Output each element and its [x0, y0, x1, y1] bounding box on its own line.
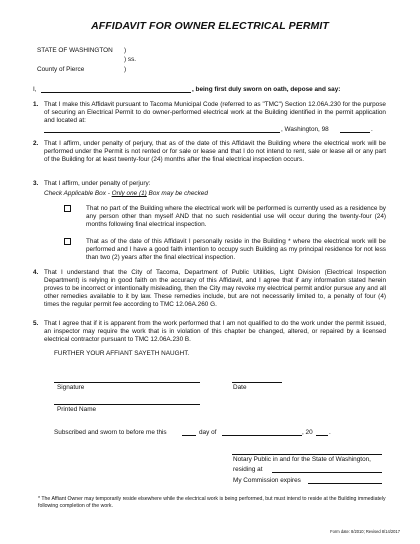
oath-suffix: , being first duly sworn on oath, depose and say: [192, 86, 341, 93]
venue-paren: ) [124, 66, 127, 73]
item-1-text: That I make this Affidavit pursuant to Tacoma Municipal Code (referred to as "TMC") Section 12.06A.230 for the purpose of securing an Electrical Permit to do owner-performed electrical work at the Building identified in the permit application and located at: [44, 101, 386, 124]
date-field[interactable] [232, 376, 282, 383]
venue-paren: ) [124, 47, 127, 54]
venue-state: STATE OF WASHINGTON [37, 47, 113, 54]
sworn-day-field[interactable] [182, 429, 196, 436]
item-number: 2. [33, 140, 39, 147]
option-1-text: That no part of the Building where the electrical work will be performed is currently used as a residence by any person other than myself AND that no such residential use will occur during the twenty-four (24) months following final electrical inspection. [86, 205, 386, 228]
notary-commission-field[interactable] [308, 477, 382, 484]
notary-commission-label: My Commission expires [233, 477, 301, 484]
sworn-text: Subscribed and sworn to before me this [54, 429, 167, 436]
notary-line-1: Notary Public in and for the State of Washington, [233, 456, 371, 463]
document-title: AFFIDAVIT FOR OWNER ELECTRICAL PERMIT [91, 20, 329, 32]
closing-statement: FURTHER YOUR AFFIANT SAYETH NAUGHT. [54, 350, 190, 357]
washington-label: , Washington, 98 [281, 126, 329, 133]
signature-label: Signature [57, 384, 85, 391]
option-2-text: That as of the date of this Affidavit I personally reside in the Building * where the electrical work will be performed and I have a good faith intention to occupy such Building as my principal residence for not less than two (2) years after the final electrical inspection. [86, 238, 386, 261]
oath-prefix: I, [33, 86, 37, 93]
item-5-text: That I agree that if it is apparent from the work performed that I am not qualified to do the work under the permit issued, an inspector may require the work that is in violation of this chapter be changed, altered, or repaired by a licensed electrical contractor pursuant to TMC 12.06A.230 B. [44, 320, 386, 343]
sworn-year-field[interactable] [316, 429, 328, 436]
check-instruction-label: Check Applicable Box - [44, 190, 112, 197]
affiant-name-field[interactable] [41, 86, 191, 93]
printed-name-label: Printed Name [57, 406, 97, 413]
printed-name-field[interactable] [54, 398, 200, 405]
item-1-period: . [371, 126, 373, 133]
check-instruction-only: Only one (1) [111, 190, 147, 197]
venue-county: County of Pierce [37, 66, 85, 73]
footnote: * The Affiant Owner may temporarily reside elsewhere while the electrical work is being performed, but must intend to reside at the Building immediately following completion of the work. [38, 496, 386, 509]
signature-field[interactable] [54, 376, 200, 383]
sworn-month-field[interactable] [222, 429, 302, 436]
option-2-checkbox[interactable] [64, 238, 71, 245]
building-address-field[interactable] [44, 126, 280, 133]
form-date: Form date: 8/2010; Revised 8/14/2017 [330, 529, 400, 534]
date-label: Date [233, 384, 247, 391]
option-1-checkbox[interactable] [64, 205, 71, 212]
venue-ss: ) ss. [124, 56, 137, 63]
notary-signature-field[interactable] [232, 448, 382, 455]
notary-residing-label: residing at [233, 466, 263, 473]
check-instruction [44, 190, 208, 198]
notary-residing-field[interactable] [272, 466, 382, 473]
item-3-text: That I affirm, under penalty of perjury: [44, 180, 151, 187]
item-4-text: That I understand that the City of Tacoma, Department of Public Utilities, Light Division (Electrical Inspection Department) is relying in good faith on the accuracy of this Affidavit, and I agree that if any information stated herein proves to be incorrect or intentionally misleading, then the City may revoke my electrical permit and/or pursue any and all other remedies available to it by law. These remedies include, but are not necessarily limited to, a penalty of four (4) times the regular permit fee according to TMC 12.06A.260 G. [44, 269, 386, 308]
item-number: 1. [33, 101, 39, 108]
sworn-year-prefix: , 20 [302, 429, 313, 436]
sworn-day-of: day of [199, 429, 217, 436]
check-instruction-rest: Box may be checked [146, 190, 208, 197]
item-2-text: That I affirm, under penalty of perjury, that as of the date of this Affidavit the Building where the electrical work will be performed under the Permit is not rented or for sale or lease and that I do not intend to rent, sale or lease all or any part of the Building for at least twenty-four (24) months after the final electrical inspection occurs. [44, 140, 386, 163]
item-number: 5. [33, 320, 39, 327]
item-number: 4. [33, 269, 39, 276]
item-number: 3. [33, 180, 39, 187]
sworn-period: . [329, 429, 331, 436]
zip-code-field[interactable] [340, 126, 370, 133]
